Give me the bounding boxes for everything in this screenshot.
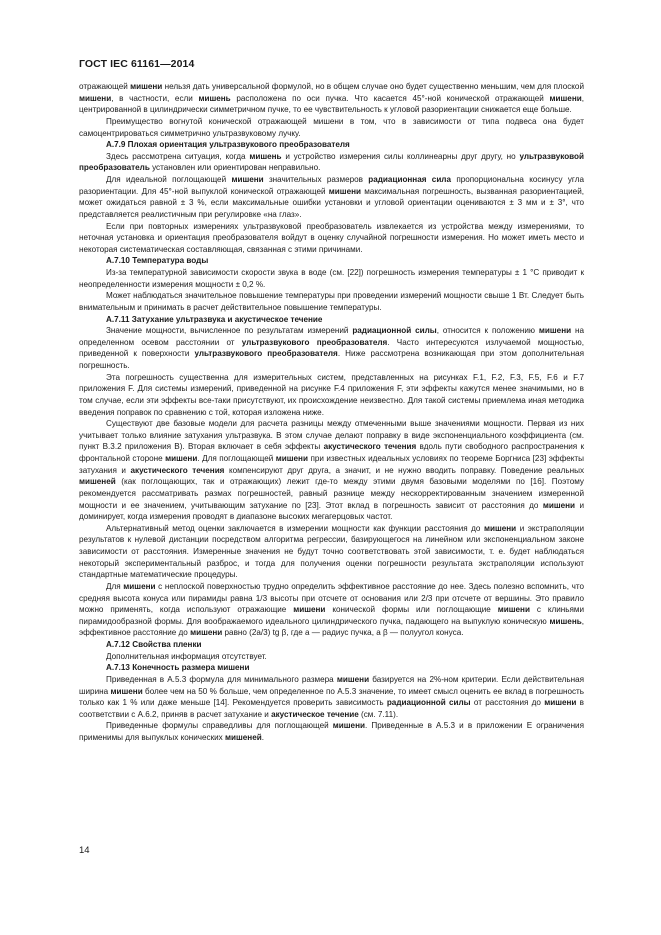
text-run: Эта погрешность существенна для измерительных систем, представленных на рисунках F.1, F.2, F.3, F.5, F.6 и F.7 приложения F. Для системы измерений, приведенной на рисунке F.4 приложения F, эти эффекты кажутся менее значимыми, но в том случае, если эти эффекты все-таки присутствуют, их происхождение неизвестно. Для такой системы приемлема иная методика введения поправок по сравнению с той, которая изложена ниже. — [79, 372, 584, 417]
paragraph — [79, 581, 584, 639]
section-heading: А.7.13 Конечность размера мишени — [106, 663, 250, 673]
paragraph — [79, 290, 584, 313]
text-run: Существуют две базовые модели для расчета разницы между отмеченными выше значениями мощности. Первая из них учитывает только влияние затухания ультразвука. В этом случае делают поправку в виде экспоненциального коэффициента (см. пункт В.3.2 приложения В). Вторая включает в себя эффекты — [79, 419, 584, 452]
text-run: в соответствии с А.6.2, приняв в расчет затухание и — [79, 698, 585, 719]
term-bold: радиационной силы — [386, 698, 471, 708]
body-text — [79, 81, 584, 744]
term-bold: мишени — [538, 326, 572, 336]
term-bold: мишени — [332, 721, 365, 731]
text-run: Для идеальной поглощающей — [106, 175, 232, 184]
term-bold: акустическое течение — [271, 709, 359, 719]
term-bold: мишени — [336, 674, 370, 684]
text-run: и доминирует, когда измерения проводят в диапазоне высоких мегагерцовых частот. — [79, 500, 584, 522]
text-run: . Для поглощающей — [197, 454, 276, 463]
term-bold: мишени — [549, 93, 582, 103]
paragraph — [79, 267, 584, 290]
text-run: Значение мощности, вычисленное по результатам измерений — [106, 326, 353, 336]
text-run: . Приведенные в А.5.3 и в приложении E ограничения применимы для выпуклых конических — [79, 721, 584, 742]
section-heading: А.7.12 Свойства пленки — [106, 640, 202, 649]
paragraph — [79, 81, 584, 116]
paragraph — [79, 651, 584, 663]
term-bold: мишень — [198, 93, 231, 103]
text-run: Для — [106, 581, 124, 591]
text-run: Преимущество вогнутой конической отражающей мишени в том, что в зависимости от типа подвеса она будет самоцентрироваться симметрично ультразвуковому лучку. — [79, 116, 584, 138]
paragraph — [79, 523, 584, 581]
term-bold: мишеней — [225, 733, 262, 742]
term-bold: ультразвукового преобразователя — [194, 349, 338, 359]
text-run: . Ниже рассмотрена возникающая при этом дополнительная погрешность. — [79, 349, 584, 370]
text-run: Дополнительная информация отсутствует. — [106, 651, 267, 661]
term-bold: мишени — [165, 454, 198, 463]
text-run: Приведенная в А.5.3 формула для минимального размера — [106, 674, 337, 684]
term-bold: акустического течения — [323, 442, 417, 452]
paragraph — [79, 372, 584, 419]
text-run: Здесь рассмотрена ситуация, когда — [106, 151, 250, 161]
text-run: Альтернативный метод оценки заключается в измерении мощности как функции расстояния до — [106, 523, 484, 533]
text-run: установлен или ориентирован неправильно. — [149, 163, 321, 173]
text-run: и устройство измерения силы коллинеарны друг другу, но — [281, 151, 520, 161]
text-run: . Часто интересуются излучаемой мощностью, приведенной к поверхности — [79, 337, 584, 359]
term-bold: акустического течения — [130, 465, 225, 475]
text-run: (как поглощающих, так и отражающих) лежит где-то между этими двумя базовыми моделями по [16]. Поэтому рекомендуется рассматривать размах погрешностей, равный разнице между нескорректированным значением измеренной мощности и ее значением, учитывающим затухание по [23]. Этот вклад в погрешность зависит от расстояния до — [79, 477, 584, 510]
text-run: Если при повторных измерениях ультразвуковой преобразователь извлекается из устройства между измерениями, то неточная установка и ориентация преобразователя войдут в оценку случайной погрешности измерения. Но может иметь место и некоторая систематическая составляющая, связанная с этими причинами. — [79, 221, 584, 254]
term-bold: мишени — [123, 581, 156, 591]
text-run: базируется на 2%-ном критерии. Если действительная ширина — [79, 674, 584, 696]
paragraph — [79, 720, 584, 743]
paragraph — [79, 221, 584, 256]
text-run: компенсируют друг друга, а значит, и не нужно вводить поправку. Поведение реальных — [224, 465, 585, 475]
paragraph — [79, 116, 584, 139]
text-run: пропорциональна косинусу угла разориентации. Для 45°-ной выпуклой конической отражающей — [79, 175, 584, 196]
text-run: с неплоской поверхностью трудно определить эффективное расстояние до нее. Здесь полезно вспомнить, что средняя высота конуса или пирамиды равна 1/3 высоты при отсчете от основания или 2/3 при отсчете от вершины. Это правило можно применять, когда используют отражающие — [79, 581, 584, 615]
term-bold: мишень — [249, 151, 282, 161]
text-run: на определенном осевом расстоянии от — [79, 326, 585, 347]
term-bold: мишени — [130, 82, 163, 91]
text-run: , эффективное расстояние до — [79, 616, 584, 638]
term-bold: мишени — [542, 500, 576, 510]
term-bold: мишени — [483, 523, 517, 533]
text-run: равно (2a/3) tg β, где a — радиус пучка, а β — полуугол конуса. — [222, 628, 464, 638]
term-bold: мишеней — [79, 477, 116, 487]
term-bold: мишени — [293, 605, 326, 615]
text-run: вдоль пути свободного распространения к фронтальной стороне — [79, 442, 584, 463]
paragraph — [79, 174, 584, 221]
term-bold: мишени — [110, 686, 143, 696]
text-run: Приведенные формулы справедливы для поглощающей — [106, 721, 333, 731]
paragraph — [79, 325, 584, 372]
text-run: расположена по оси пучка. Что касается 45°-ной конической отражающей — [230, 93, 550, 103]
term-bold: ультразвуковой преобразователь — [79, 151, 584, 173]
term-bold: мишени — [190, 628, 223, 638]
text-run: от расстояния до — [470, 698, 545, 708]
standard-header: ГОСТ IEC 61161—2014 — [79, 58, 195, 70]
term-bold: радиационной силы — [352, 326, 437, 336]
text-run: нельзя дать универсальной формулой, но в общем случае оно будет существенно меньшим, чем для плоской — [162, 82, 584, 91]
term-bold: ультразвукового преобразователя — [241, 337, 388, 347]
term-bold: мишени — [328, 186, 361, 196]
text-run: Из-за температурной зависимости скорости звука в воде (см. [22]) погрешность измерения температуры ± 1 °С приводит к неопределенности измерения мощности ± 0,2 %. — [79, 268, 584, 289]
term-bold: радиационная сила — [368, 175, 451, 184]
text-run: и экстраполяции результатов к нулевой дистанции посредством алгоритма регрессии, базирующегося на линейном или экспоненциальном законе зависимости от расстояния. Измеренные значения не будут точно соответствовать этой зависимости, т. е. будет наблюдаться некоторый экспериментальный разброс, и тогда для получения оценки погрешности результата экстраполяции используют стандартные математические процедуры. — [79, 523, 584, 580]
paragraph — [79, 151, 584, 174]
term-bold: мишень — [549, 616, 582, 626]
text-run: более чем на 50 % больше, чем определенное по А.5.3 значение, то имеет смысл оценить ее вклад в погрешность только как 1 % или даже меньше [14]. Рекомендуется проверить зависимость — [79, 686, 584, 708]
text-run: , в частности, если — [111, 93, 199, 103]
text-run: максимальная погрешность, вызванная разориентацией, может ожидаться равной ± 3 %, если максимальные ошибки установки и угловой ориентации оцениваются ± 3 мм и ± 3°, что представляется реалистичным при регулировке «на глаз». — [79, 186, 584, 219]
text-run: с клиньями пирамидообразной формы. Для воображаемого идеального цилиндрического пучка, падающего на выпуклую коническую — [79, 605, 584, 626]
text-run: , относится к положению — [436, 326, 539, 336]
page-number: 14 — [79, 845, 90, 856]
paragraph — [79, 674, 584, 721]
term-bold: мишени — [275, 454, 308, 463]
section-heading: А.7.11 Затухание ультразвука и акустическое течение — [106, 314, 323, 324]
text-run: . — [261, 733, 264, 742]
section-heading: А.7.9 Плохая ориентация ультразвукового преобразователя — [106, 140, 350, 150]
text-run: Может наблюдаться значительное повышение температуры при проведении измерений мощности свыше 1 Вт. Следует быть внимательным и принимать в расчет действительное повышение температуры. — [79, 291, 584, 312]
text-run: (см. 7.11). — [358, 709, 399, 719]
term-bold: мишени — [497, 605, 530, 615]
term-bold: мишени — [544, 698, 577, 708]
section-heading: А.7.10 Температура воды — [106, 256, 209, 266]
text-run: при известных идеальных условиях по теореме Боргниса [23] эффекты затухания и — [79, 454, 584, 475]
term-bold: мишени — [231, 175, 264, 184]
text-run: отражающей — [79, 82, 131, 91]
text-run: , центрированной в цилиндрически симметричном пучке, то ее чувствительность к угловой разориентации снижается еще больше. — [79, 93, 584, 115]
text-run: значительных размеров — [263, 175, 369, 184]
paragraph — [79, 418, 584, 523]
term-bold: мишени — [79, 93, 112, 103]
text-run: конической формы или поглощающие — [325, 605, 498, 615]
